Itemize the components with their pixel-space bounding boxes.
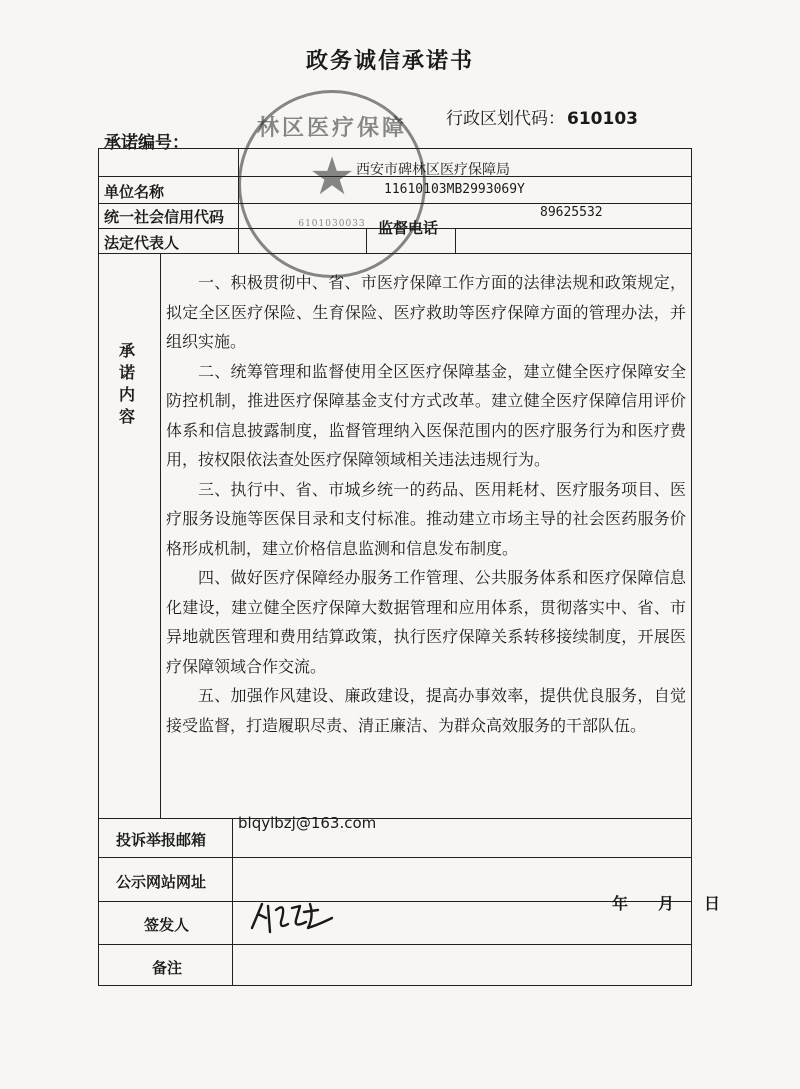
date-day: 日 bbox=[704, 894, 721, 913]
complaint-email-label: 投诉举报邮箱 bbox=[116, 831, 207, 849]
row-divider bbox=[98, 857, 692, 858]
commitment-paragraph: 五、加强作风建设、廉政建设，提高办事效率，提供优良服务，自觉接受监督，打造履职尽责、清正廉洁、为群众高效服务的干部队伍。 bbox=[166, 686, 686, 735]
commitment-label-char: 承 bbox=[118, 341, 135, 360]
row-divider bbox=[98, 818, 692, 819]
signer-label: 签发人 bbox=[144, 916, 190, 934]
remarks-label: 备注 bbox=[152, 959, 183, 977]
supervision-phone-label: 监督电话 bbox=[378, 219, 439, 237]
region-code-line bbox=[446, 104, 638, 129]
date-year: 年 bbox=[612, 894, 629, 913]
seal-number: 6101030033 bbox=[298, 219, 366, 229]
region-code-label: 行政区划代码： bbox=[446, 109, 565, 129]
commitment-label-char: 容 bbox=[118, 407, 135, 426]
signature-scribble bbox=[248, 898, 340, 936]
column-divider bbox=[232, 818, 233, 986]
seal-text: 林区医疗保障 bbox=[256, 115, 407, 141]
commitment-paragraph: 三、执行中、省、市城乡统一的药品、医用耗材、医疗服务项目、医疗服务设施等医保目录和支付标准。推动建立市场主导的社会医药服务价格形成机制，建立价格信息监测和信息发布制度。 bbox=[166, 479, 686, 558]
commitment-content-label bbox=[112, 340, 142, 428]
unit-name-label: 单位名称 bbox=[104, 183, 165, 201]
commitment-paragraph: 四、做好医疗保障经办服务工作管理、公共服务体系和医疗保障信息化建设，建立健全医疗保障大数据管理和应用体系，贯彻落实中、省、市异地就医管理和费用结算政策，执行医疗保障关系转移接续制度，开展医疗保障领域合作交流。 bbox=[166, 568, 686, 676]
seal-star-icon: ★ bbox=[308, 147, 356, 207]
commitment-content bbox=[166, 268, 686, 740]
legal-rep-label: 法定代表人 bbox=[104, 234, 180, 252]
signing-date bbox=[612, 891, 720, 914]
commitment-number-label: 承诺编号： bbox=[104, 133, 189, 153]
commitment-label-char: 内 bbox=[118, 385, 135, 404]
supervision-phone-value: 89625532 bbox=[540, 205, 603, 220]
row-divider bbox=[98, 203, 692, 204]
column-divider bbox=[160, 253, 161, 818]
commitment-paragraph: 一、积极贯彻中、省、市医疗保障工作方面的法律法规和政策规定，拟定全区医疗保险、生育保险、医疗救助等医疗保障方面的管理办法，并组织实施。 bbox=[166, 273, 686, 351]
commitment-label-char: 诺 bbox=[118, 363, 135, 382]
date-month: 月 bbox=[658, 894, 675, 913]
row-divider bbox=[98, 901, 692, 902]
column-divider bbox=[238, 148, 239, 253]
column-divider bbox=[366, 228, 367, 253]
row-divider bbox=[98, 253, 692, 254]
column-divider bbox=[455, 228, 456, 253]
website-label: 公示网站网址 bbox=[116, 873, 207, 891]
credit-code-label: 统一社会信用代码 bbox=[104, 208, 225, 226]
unit-name-value: 西安市碑林区医疗保障局 bbox=[356, 162, 510, 178]
complaint-email-value: blqylbzj@163.com bbox=[238, 814, 377, 832]
row-divider bbox=[98, 944, 692, 945]
credit-code-value: 11610103MB2993069Y bbox=[384, 182, 525, 197]
commitment-paragraph: 二、统筹管理和监督使用全区医疗保障基金，建立健全医疗保障安全防控机制，推进医疗保障基金支付方式改革。建立健全医疗保障信用评价体系和信息披露制度，监督管理纳入医保范围内的医疗服务行为和医疗费用，按权限依法查处医疗保障领域相关违法违规行为。 bbox=[166, 361, 686, 469]
region-code-value: 610103 bbox=[567, 109, 638, 129]
document-title: 政务诚信承诺书 bbox=[305, 48, 474, 74]
